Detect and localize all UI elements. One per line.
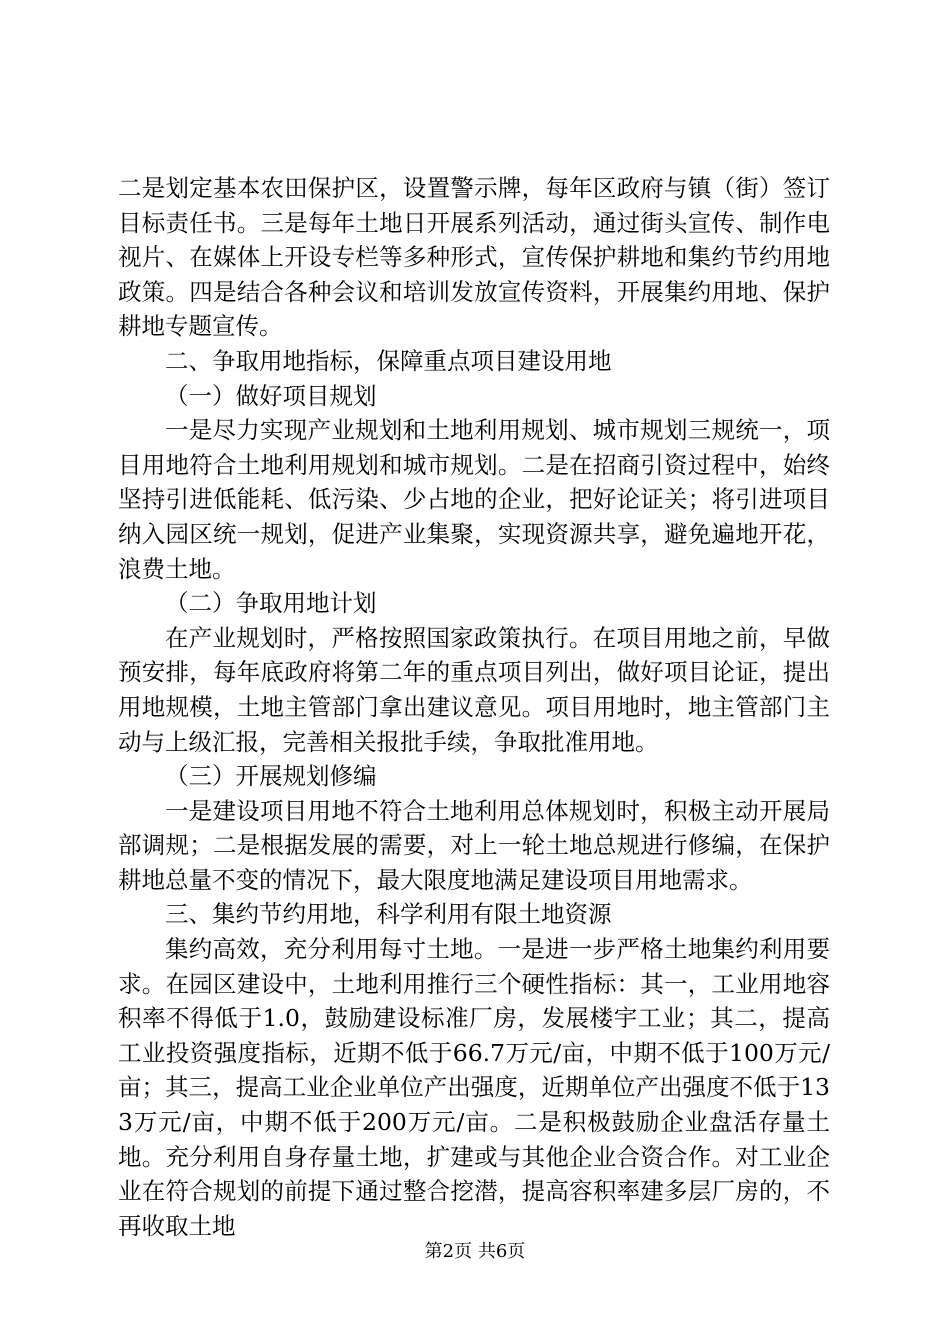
section-heading-3: 三、集约节约用地，科学利用有限土地资源: [165, 900, 612, 929]
document-body: [118, 171, 830, 1243]
paragraph-project-planning: 一是尽力实现产业规划和土地利用规划、城市规划三规统一，项目用地符合土地利用规划和城市规划。二是在招商引资过程中，始终坚持引进低能耗、低污染、少占地的企业，把好论证关；将引进项目纳入园区统一规划，促进产业集聚，实现资源共享，避免遍地开花，浪费土地。: [118, 416, 830, 583]
subsection-heading-1: （一）做好项目规划: [165, 381, 377, 410]
section-heading-2: 二、争取用地指标，保障重点项目建设用地: [165, 346, 612, 375]
paragraph-plan-revision: 一是建设项目用地不符合土地利用总体规划时，积极主动开展局部调规；二是根据发展的需要，对上一轮土地总规进行修编，在保护耕地总量不变的情况下，最大限度地满足建设项目用地需求。: [118, 796, 830, 894]
paragraph-intensive-use: 集约高效，充分利用每寸土地。一是进一步严格土地集约利用要求。在园区建设中，土地利用推行三个硬性指标：其一，工业用地容积率不得低于1.0，鼓励建设标准厂房，发展楼宇工业；其二，提高工业投资强度指标，近期不低于66.7万元/亩，中期不低于100万元/亩；其三，提高工业企业单位产出强度，近期单位产出强度不低于133万元/亩，中期不低于200万元/亩。二是积极鼓励企业盘活存量土地。充分利用自身存量土地，扩建或与其他企业合资合作。对工业企业在符合规划的前提下通过整合挖潜，提高容积率建多层厂房的，不再收取土地: [118, 935, 830, 1240]
page-number-footer: 第2页 共6页: [424, 1241, 526, 1262]
paragraph-land-plan: 在产业规划时，严格按照国家政策执行。在项目用地之前，早做预安排，每年底政府将第二年的重点项目列出，做好项目论证，提出用地规模，土地主管部门拿出建议意见。项目用地时，地主管部门主动与上级汇报，完善相关报批手续，争取批准用地。: [118, 623, 830, 756]
subsection-heading-3: （三）开展规划修编: [165, 762, 377, 791]
subsection-heading-2: （二）争取用地计划: [165, 589, 377, 618]
paragraph-continuation: 二是划定基本农田保护区，设置警示牌，每年区政府与镇（街）签订目标责任书。三是每年土地日开展系列活动，通过街头宣传、制作电视片、在媒体上开设专栏等多种形式，宣传保护耕地和集约节约用地政策。四是结合各种会议和培训发放宣传资料，开展集约用地、保护耕地专题宣传。: [118, 174, 830, 341]
